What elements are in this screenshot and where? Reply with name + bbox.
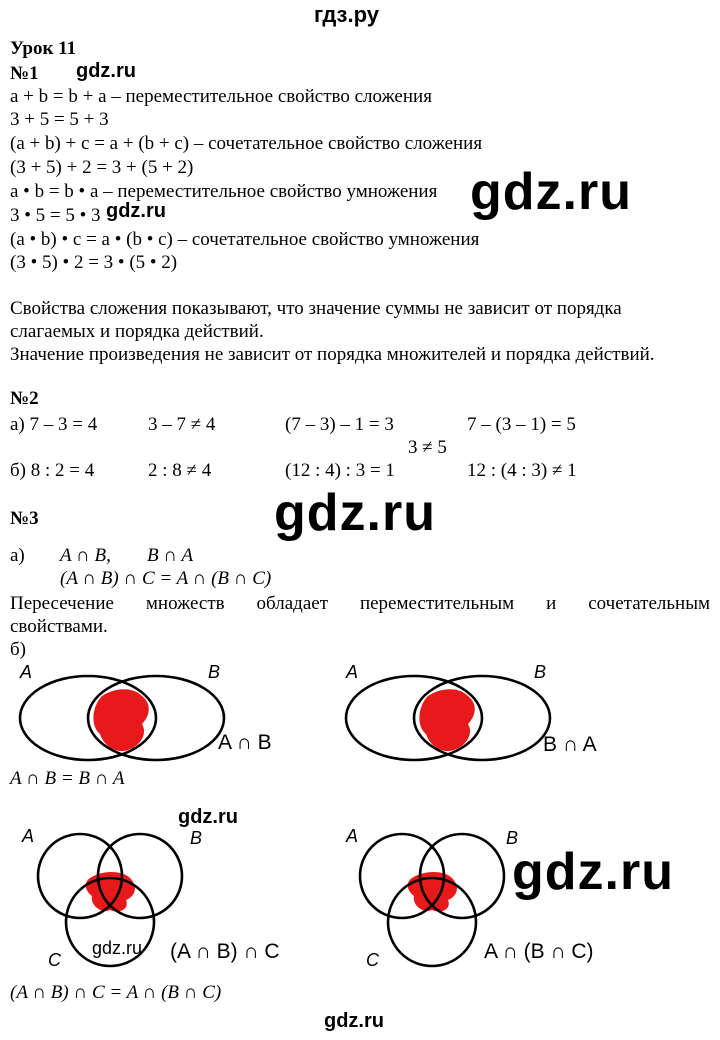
- venn-result-label: A ∩ B: [218, 731, 272, 754]
- task1-line: 3 + 5 = 5 + 3: [10, 109, 109, 130]
- task1-line: (a • b) • c = a • (b • c) – сочетательное свойство умножения: [10, 229, 480, 250]
- venn-label-a: A: [22, 826, 35, 846]
- venn-label-b: B: [190, 828, 203, 848]
- watermark: gdz.ru: [92, 938, 143, 958]
- task3-title: №3: [10, 508, 39, 529]
- watermark-large: gdz.ru: [274, 484, 436, 542]
- site-header: гдз.ру: [314, 2, 379, 27]
- task1-line: (a + b) + c = a + (b + c) – сочетательное свойство сложения: [10, 133, 483, 154]
- venn-label-b: B: [534, 662, 547, 682]
- task1-title: №1: [10, 63, 39, 84]
- watermark-footer: gdz.ru: [324, 1010, 384, 1032]
- task2-cell: а) 7 – 3 = 4: [10, 414, 98, 435]
- task2-middle: 3 ≠ 5: [408, 437, 447, 458]
- watermark: gdz.ru: [76, 60, 136, 82]
- task2-cell: (12 : 4) : 3 = 1: [285, 460, 395, 481]
- task1-line: (3 + 5) + 2 = 3 + (5 + 2): [10, 157, 194, 178]
- task1-paragraph: слагаемых и порядка действий.: [10, 321, 264, 342]
- venn-label-b: B: [506, 828, 519, 848]
- task1-paragraph: Значение произведения не зависит от порядка множителей и порядка действий.: [10, 344, 655, 365]
- venn-label-a: A: [346, 662, 359, 682]
- task1-line: (3 • 5) • 2 = 3 • (5 • 2): [10, 252, 178, 273]
- task2-cell: 7 – (3 – 1) = 5: [467, 414, 576, 435]
- task3-b-label: б): [10, 639, 26, 660]
- task3-expr: B ∩ A: [147, 545, 194, 566]
- task2-cell: б) 8 : 2 = 4: [10, 460, 95, 481]
- task2-cell: 2 : 8 ≠ 4: [148, 460, 212, 481]
- task2-title: №2: [10, 388, 39, 409]
- watermark: gdz.ru: [178, 806, 238, 828]
- task3-text: Пересечение множеств обладает переместительным и сочетательным: [10, 593, 710, 614]
- venn-label-b: B: [208, 662, 221, 682]
- task2-cell: (7 – 3) – 1 = 3: [285, 414, 394, 435]
- task1-line: a + b = b + a – переместительное свойство сложения: [10, 86, 432, 107]
- venn-result-label: A ∩ (B ∩ C): [484, 940, 594, 963]
- venn-label-a: A: [346, 826, 359, 846]
- lesson-title: Урок 11: [10, 38, 77, 59]
- task3-expr: A ∩ B,: [60, 545, 111, 566]
- task3-a-label: а): [10, 545, 25, 566]
- task3-text: свойствами.: [10, 616, 108, 637]
- watermark-large: gdz.ru: [470, 163, 632, 221]
- venn-label-a: A: [20, 662, 33, 682]
- task2-cell: 12 : (4 : 3) ≠ 1: [467, 460, 577, 481]
- task1-line: a • b = b • a – переместительное свойство умножения: [10, 181, 438, 202]
- watermark: gdz.ru: [106, 200, 166, 222]
- venn-result-label: B ∩ A: [543, 733, 597, 756]
- venn-label-c: C: [48, 950, 61, 970]
- equality-associative: (A ∩ B) ∩ C = A ∩ (B ∩ C): [10, 982, 222, 1003]
- task3-expr: (A ∩ B) ∩ C = A ∩ (B ∩ C): [60, 568, 272, 589]
- venn-result-label: (A ∩ B) ∩ C: [170, 940, 280, 963]
- watermark-large: gdz.ru: [512, 843, 674, 901]
- venn-diagram-a-intersect-b: [18, 672, 228, 764]
- venn-diagram-b-intersect-a: [344, 672, 554, 764]
- task1-paragraph: Свойства сложения показывают, что значение суммы не зависит от порядка: [10, 298, 622, 319]
- venn-label-c: C: [366, 950, 379, 970]
- task1-line: 3 • 5 = 5 • 3: [10, 205, 101, 226]
- task2-cell: 3 – 7 ≠ 4: [148, 414, 216, 435]
- equality-commutative: A ∩ B = B ∩ A: [10, 768, 125, 789]
